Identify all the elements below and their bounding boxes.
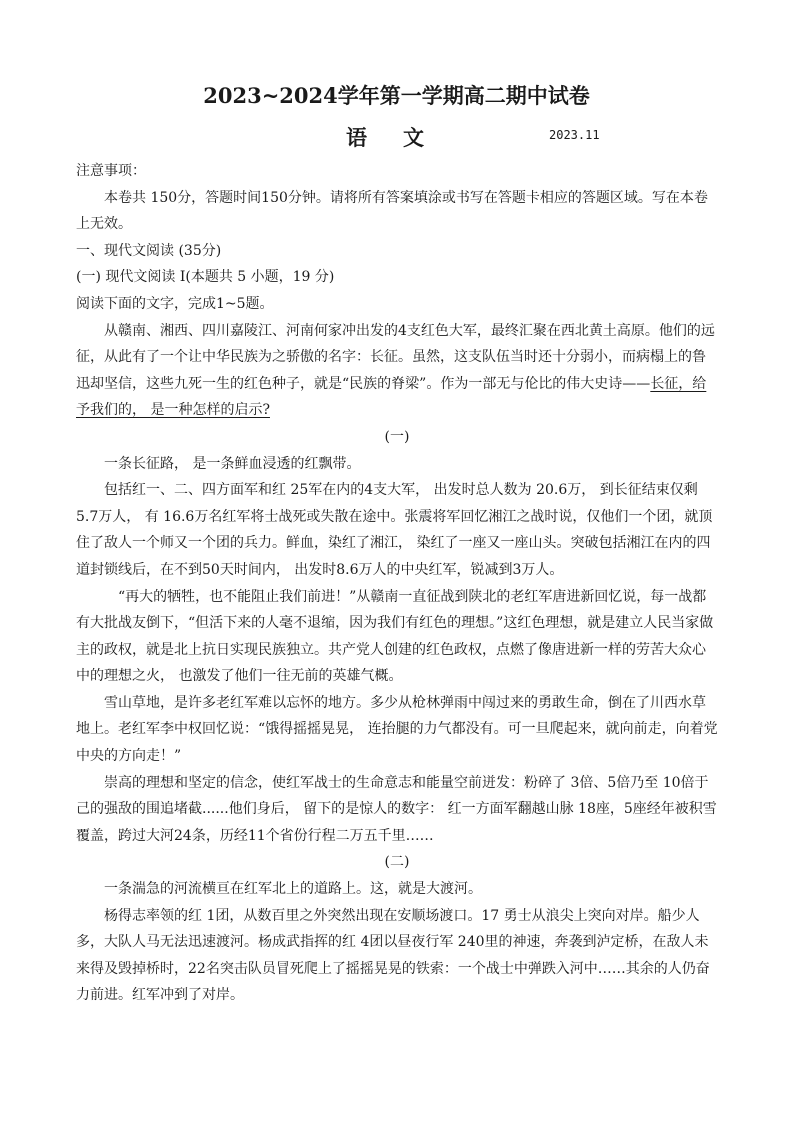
- passage-paragraph: 包括红一、二、四方面军和红 25军在内的4支大军， 出发时总人数为 20.6万， 到长征结束仅剩 5.7万人， 有 16.6万名红军将士战死或失散在途中。张震将军回忆湘江之战时说，仅他们一个团，就顶住了敌人一个师又一个团的兵力。鲜血，染红了湘江， 染红了一座又一座山头。突破包括湘江在内的四道封锁线后，在不到50天时间内， 出发时8.6万人的中央红军，锐减到3万人。: [76, 482, 713, 578]
- passage-paragraph: “再大的牺牲，也不能阻止我们前进！”从赣南一直征战到陕北的老红军唐进新回忆说，每一战都有大批战友倒下，“但活下来的人毫不退缩，因为我们有红色的理想。”这红色理想，就是建立人民当家做主的政权，就是北上抗日实现民族独立。共产党人创建的红色政权，点燃了像唐进新一样的劳苦大众心中的理想之火， 也激发了他们一往无前的英雄气概。: [76, 588, 714, 685]
- passage-paragraph: 一条长征路， 是一条鲜血浸透的红飘带。: [104, 455, 361, 472]
- part-marker-1: (一): [384, 428, 410, 445]
- section-heading: 一、现代文阅读 (35分): [76, 242, 222, 259]
- passage-paragraph: 杨得志率领的红 1团，从数百里之外突然出现在安顺场渡口。17 勇士从浪尖上突向对岸。船少人多，大队人马无法迅速渡河。杨成武指挥的红 4团以昼夜行军 240里的神速，奔袭到泸定桥，在敌人未来得及毁掉桥时，22名突击队员冒死爬上了摇摇晃晃的铁索：一个战士中弹跌入河中……其余的人仍奋力前进。红军冲到了对岸。: [76, 907, 710, 1004]
- passage-paragraph: 一条湍急的河流横亘在红军北上的道路上。这，就是大渡河。: [104, 881, 482, 898]
- notes-body: 本卷共 150分，答题时间150分钟。请将所有答案填涂或书写在答题卡相应的答题区域。写在本卷上无效。: [76, 189, 708, 233]
- notes-label: 注意事项：: [76, 163, 146, 179]
- passage-intro-text: 从赣南、湘西、四川嘉陵江、河南何家冲出发的4支红色大军，最终汇聚在西北黄土高原。他们的远征，从此有了一个让中华民族为之骄傲的名字：长征。虽然，这支队伍当时还十分弱小，而病榻上的鲁迅却坚信，这些九死一生的红色种子，就是“民族的脊梁”。作为一部无与伦比的伟大史诗——: [76, 322, 715, 392]
- reading-instruction: 阅读下面的文字，完成1~5题。: [76, 295, 274, 312]
- subsection-heading: (一) 现代文阅读 I(本题共 5 小题，19 分): [76, 269, 335, 286]
- passage-paragraph: 崇高的理想和坚定的信念，使红军战士的生命意志和能量空前迸发：粉碎了 3倍、5倍乃至 10倍于己的强敌的围追堵截......他们身后， 留下的是惊人的数字： 红一方面军翻越山脉 18座，5座经年被积雪覆盖，跨过大河24条，历经11个省份行程二万五千里……: [76, 774, 717, 844]
- part-marker-2: (二): [384, 854, 410, 871]
- exam-content: [76, 158, 718, 1009]
- passage-intro: [76, 318, 718, 424]
- exam-date: 2023.11: [549, 128, 600, 142]
- subject-title: 语文: [346, 125, 460, 150]
- exam-title: 2023~2024学年第一学期高二期中试卷: [203, 83, 590, 108]
- passage-paragraph: 雪山草地，是许多老红军难以忘怀的地方。多少从枪林弹雨中闯过来的勇敢生命，倒在了川西水草地上。老红军李中权回忆说：“饿得摇摇晃晃， 连抬腿的力气都没有。可一旦爬起来，就向前走，向着党中央的方向走！”: [76, 694, 718, 765]
- passage-intro-underlined: 长征，给予我们的， 是一种怎样的启示?: [76, 375, 707, 419]
